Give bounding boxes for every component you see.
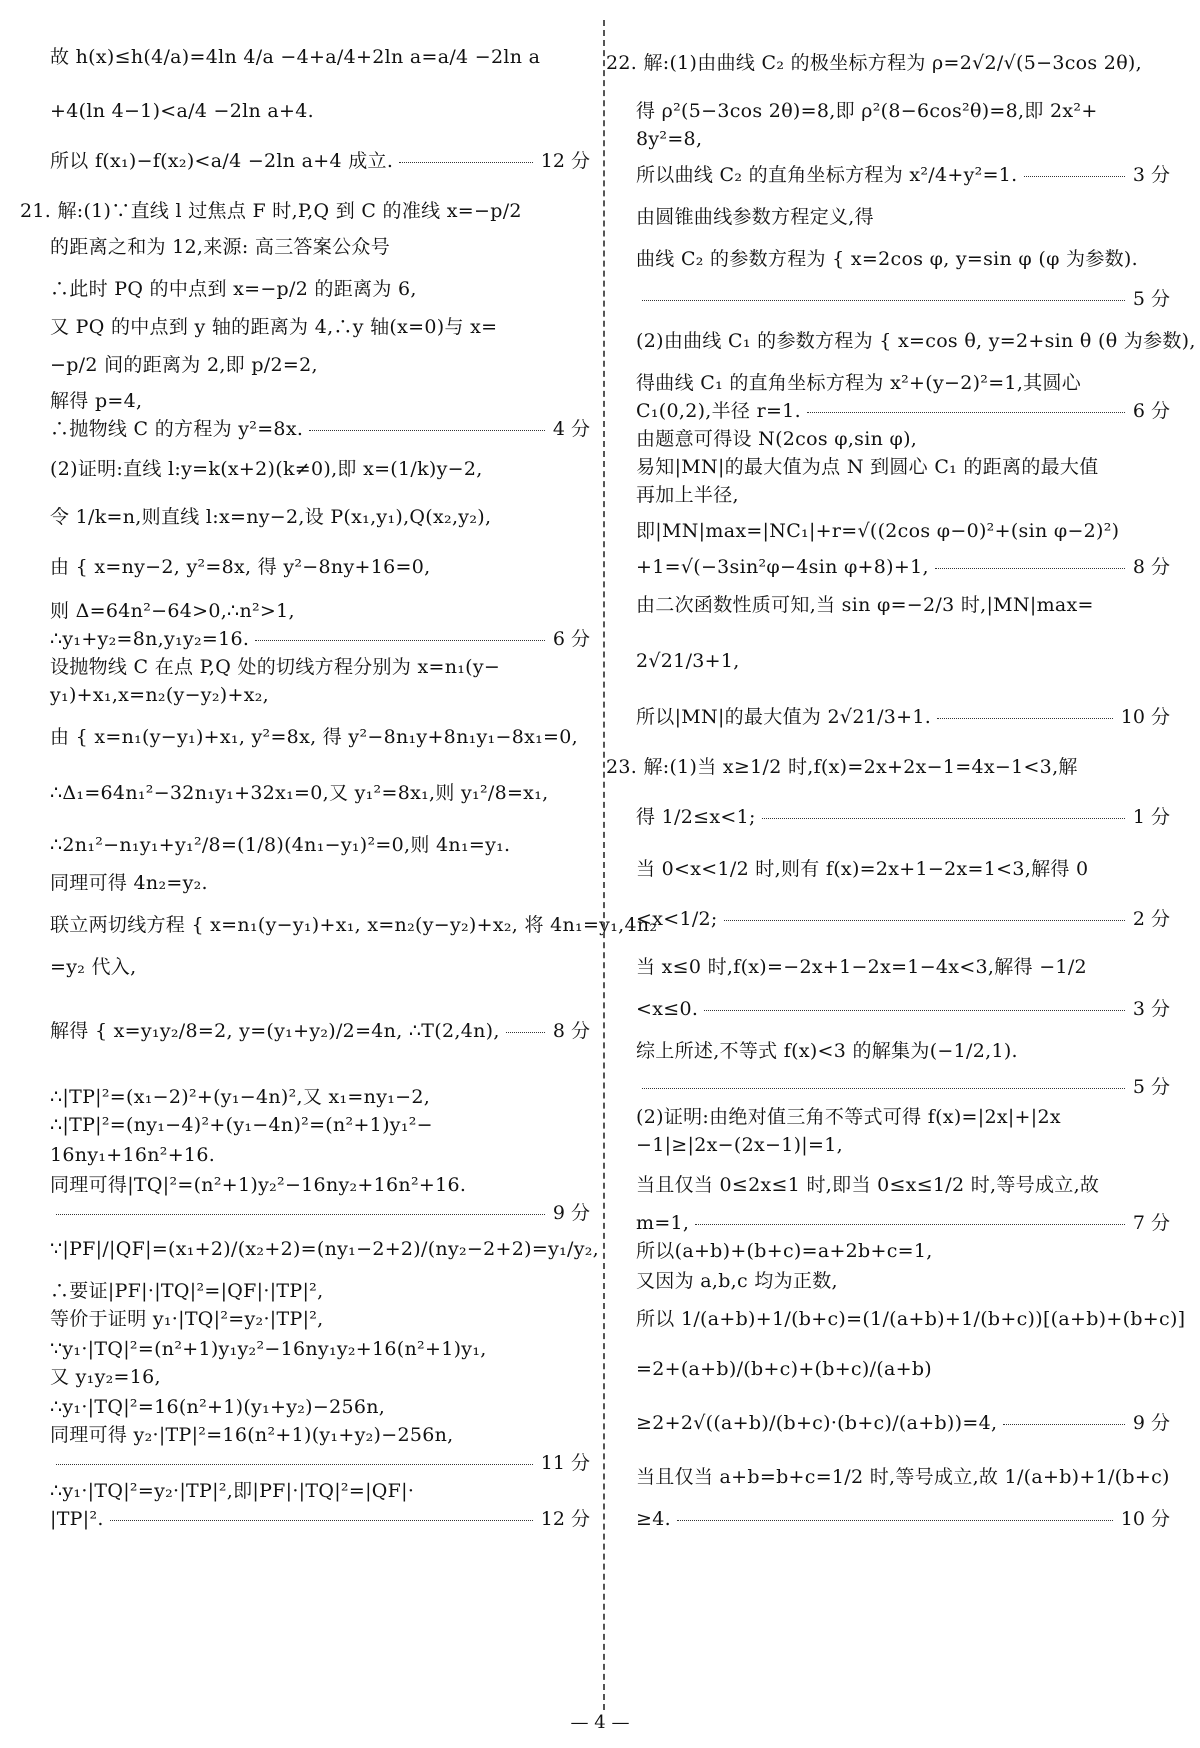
- line-text: +4(ln 4−1)<a/4 −2ln a+4.: [50, 100, 314, 122]
- text-line: [636, 328, 1196, 354]
- line-text: 所以(a+b)+(b+c)=a+2b+c=1,: [636, 1240, 933, 1262]
- text-line: [606, 754, 1170, 780]
- line-text: 当且仅当 a+b=b+c=1/2 时,等号成立,故 1/(a+b)+1/(b+c): [636, 1466, 1170, 1488]
- text-line: [50, 1018, 590, 1044]
- line-text: C₁(0,2),半径 r=1.: [636, 400, 801, 422]
- line-text: 2√21/3+1,: [636, 650, 740, 672]
- line-text: 由题意可得设 N(2cos φ,sin φ),: [636, 428, 918, 450]
- dotted-leader: [56, 1450, 533, 1465]
- dotted-leader: [695, 1210, 1125, 1225]
- line-text: 23. 解:(1)当 x≥1/2 时,f(x)=2x+2x−1=4x−1<3,解: [606, 756, 1078, 778]
- line-text: =y₂ 代入,: [50, 956, 137, 978]
- line-text: 得曲线 C₁ 的直角坐标方程为 x²+(y−2)²=1,其圆心: [636, 372, 1082, 394]
- text-line: [636, 162, 1170, 188]
- line-text: 再加上半径,: [636, 484, 739, 506]
- text-line: [636, 1464, 1170, 1490]
- line-text: (2)证明:直线 l:y=k(x+2)(k≠0),即 x=(1/k)y−2,: [50, 458, 483, 480]
- line-text: 同理可得 4n₂=y₂.: [50, 872, 208, 894]
- line-text: 所以|MN|的最大值为 2√21/3+1.: [636, 706, 932, 728]
- line-text: 设抛物线 C 在点 P,Q 处的切线方程分别为 x=n₁(y−: [50, 656, 501, 678]
- text-line: [50, 912, 658, 938]
- dotted-leader: [762, 804, 1125, 819]
- score-mark: 1 分: [1132, 806, 1170, 828]
- line-text: 22. 解:(1)由曲线 C₂ 的极坐标方程为 ρ=2√2/√(5−3cos 2θ),: [606, 52, 1142, 74]
- text-line: [636, 1074, 1170, 1100]
- dotted-leader: [642, 1074, 1125, 1089]
- line-text: ∴|TP|²=(x₁−2)²+(y₁−4n)²,又 x₁=ny₁−2,: [50, 1086, 431, 1108]
- text-line: [50, 44, 590, 70]
- text-line: [50, 1506, 590, 1532]
- text-line: [636, 126, 1170, 152]
- text-line: [636, 518, 1170, 544]
- score-mark: 8 分: [552, 1020, 590, 1042]
- line-text: (2)由曲线 C₁ 的参数方程为 { x=cos θ, y=2+sin θ (θ 为参数),: [636, 330, 1196, 352]
- line-text: 等价于证明 y₁·|TQ|²=y₂·|TP|²,: [50, 1308, 324, 1330]
- text-line: [636, 1104, 1170, 1130]
- dotted-leader: [309, 416, 545, 431]
- line-text: 16ny₁+16n²+16.: [50, 1144, 216, 1166]
- line-text: 当 0<x<1/2 时,则有 f(x)=2x+1−2x=1<3,解得 0: [636, 858, 1089, 880]
- dotted-leader: [1003, 1410, 1125, 1425]
- page-number: — 4 —: [570, 1712, 630, 1733]
- line-text: 得 1/2≤x<1;: [636, 806, 756, 828]
- line-text: 的距离之和为 12,来源: 高三答案公众号: [50, 236, 390, 258]
- score-mark: 3 分: [1132, 998, 1170, 1020]
- line-text: =2+(a+b)/(b+c)+(b+c)/(a+b): [636, 1358, 933, 1380]
- text-line: [50, 598, 590, 624]
- line-text: ∴y₁+y₂=8n,y₁y₂=16.: [50, 628, 250, 650]
- line-text: 所以曲线 C₂ 的直角坐标方程为 x²/4+y²=1.: [636, 164, 1018, 186]
- line-text: −1|≥|2x−(2x−1)|=1,: [636, 1134, 843, 1156]
- score-mark: 6 分: [552, 628, 590, 650]
- text-line: [50, 388, 590, 414]
- text-line: [50, 148, 590, 174]
- line-text: 21. 解:(1)∵直线 l 过焦点 F 时,P,Q 到 C 的准线 x=−p/2: [20, 200, 522, 222]
- line-text: 由 { x=n₁(y−y₁)+x₁, y²=8x, 得 y²−8n₁y+8n₁y₁−8x₁=0,: [50, 726, 578, 748]
- line-text: <x<1/2;: [636, 908, 718, 930]
- text-line: [50, 780, 590, 806]
- line-text: ∵|PF|/|QF|=(x₁+2)/(x₂+2)=(ny₁−2+2)/(ny₂−2+2)=y₁/y₂,: [50, 1238, 600, 1260]
- text-line: [50, 626, 590, 652]
- text-line: [636, 1306, 1186, 1332]
- line-text: ∴抛物线 C 的方程为 y²=8x.: [50, 418, 304, 440]
- text-line: [50, 1394, 590, 1420]
- text-line: [50, 1278, 590, 1304]
- line-text: 又 PQ 的中点到 y 轴的距离为 4,∴y 轴(x=0)与 x=: [50, 316, 498, 338]
- dotted-leader: [935, 554, 1125, 569]
- text-line: [50, 832, 590, 858]
- dotted-leader: [506, 1018, 545, 1033]
- line-text: ∴|TP|²=(ny₁−4)²+(y₁−4n)²=(n²+1)y₁²−: [50, 1114, 433, 1136]
- score-mark: 2 分: [1132, 908, 1170, 930]
- text-line: [636, 804, 1170, 830]
- line-text: 所以 f(x₁)−f(x₂)<a/4 −2ln a+4 成立.: [50, 150, 394, 172]
- dotted-leader: [937, 704, 1113, 719]
- dotted-leader: [56, 1200, 545, 1215]
- line-text: 由二次函数性质可知,当 sin φ=−2/3 时,|MN|max=: [636, 594, 1094, 616]
- dotted-leader: [642, 286, 1125, 301]
- text-line: [50, 1450, 590, 1476]
- dotted-leader: [677, 1506, 1113, 1521]
- text-line: [50, 314, 590, 340]
- line-text: 则 Δ=64n²−64>0,∴n²>1,: [50, 600, 295, 622]
- line-text: m=1,: [636, 1212, 690, 1234]
- line-text: |TP|².: [50, 1508, 104, 1530]
- score-mark: 8 分: [1132, 556, 1170, 578]
- text-line: [636, 1506, 1170, 1532]
- text-line: [50, 1306, 590, 1332]
- text-line: [50, 416, 590, 442]
- line-text: −p/2 间的距离为 2,即 p/2=2,: [50, 354, 318, 376]
- text-line: [636, 1132, 1170, 1158]
- text-line: [50, 456, 590, 482]
- text-line: [636, 996, 1170, 1022]
- line-text: ∵y₁·|TQ|²=(n²+1)y₁y₂²−16ny₁y₂+16(n²+1)y₁,: [50, 1338, 487, 1360]
- text-line: [50, 352, 590, 378]
- text-line: [50, 1172, 590, 1198]
- line-text: 即|MN|max=|NC₁|+r=√((2cos φ−0)²+(sin φ−2)²): [636, 520, 1120, 542]
- score-mark: 11 分: [540, 1452, 590, 1474]
- line-text: ≥2+2√((a+b)/(b+c)·(b+c)/(a+b))=4,: [636, 1412, 998, 1434]
- text-line: [636, 856, 1170, 882]
- line-text: ∴此时 PQ 的中点到 x=−p/2 的距离为 6,: [50, 278, 417, 300]
- text-line: [636, 1238, 1170, 1264]
- dotted-leader: [807, 398, 1125, 413]
- text-line: [50, 1364, 590, 1390]
- text-line: [50, 1336, 590, 1362]
- text-line: [50, 1142, 590, 1168]
- score-mark: 7 分: [1132, 1212, 1170, 1234]
- text-line: [606, 50, 1170, 76]
- text-line: [636, 592, 1170, 618]
- text-line: [50, 504, 590, 530]
- line-text: 8y²=8,: [636, 128, 703, 150]
- text-line: [50, 1084, 590, 1110]
- text-line: [636, 246, 1170, 272]
- line-text: 易知|MN|的最大值为点 N 到圆心 C₁ 的距离的最大值: [636, 456, 1099, 478]
- text-line: [50, 554, 590, 580]
- text-line: [50, 1478, 590, 1504]
- line-text: 同理可得 y₂·|TP|²=16(n²+1)(y₁+y₂)−256n,: [50, 1424, 454, 1446]
- score-mark: 9 分: [1132, 1412, 1170, 1434]
- line-text: ∴Δ₁=64n₁²−32n₁y₁+32x₁=0,又 y₁²=8x₁,则 y₁²/8=x₁,: [50, 782, 549, 804]
- text-line: [636, 648, 1170, 674]
- line-text: ≥4.: [636, 1508, 671, 1530]
- line-text: ∴2n₁²−n₁y₁+y₁²/8=(1/8)(4n₁−y₁)²=0,则 4n₁=y₁.: [50, 834, 511, 856]
- score-mark: 5 分: [1132, 288, 1170, 310]
- line-text: 解得 p=4,: [50, 390, 143, 412]
- text-line: [636, 454, 1170, 480]
- score-mark: 3 分: [1132, 164, 1170, 186]
- line-text: 联立两切线方程 { x=n₁(y−y₁)+x₁, x=n₂(y−y₂)+x₂, 将 4n₁=y₁,4n₂: [50, 914, 658, 936]
- line-text: 同理可得|TQ|²=(n²+1)y₂²−16ny₂+16n²+16.: [50, 1174, 467, 1196]
- dotted-leader: [704, 996, 1125, 1011]
- text-line: [636, 286, 1170, 312]
- text-line: [50, 1422, 590, 1448]
- text-line: [636, 482, 1170, 508]
- score-mark: 12 分: [540, 150, 590, 172]
- text-line: [636, 1172, 1170, 1198]
- line-text: 令 1/k=n,则直线 l:x=ny−2,设 P(x₁,y₁),Q(x₂,y₂),: [50, 506, 492, 528]
- text-line: [636, 704, 1170, 730]
- text-line: [636, 98, 1170, 124]
- text-line: [636, 1410, 1170, 1436]
- text-line: [636, 1268, 1170, 1294]
- line-text: 得 ρ²(5−3cos 2θ)=8,即 ρ²(8−6cos²θ)=8,即 2x²+: [636, 100, 1098, 122]
- line-text: ∴要证|PF|·|TQ|²=|QF|·|TP|²,: [50, 1280, 324, 1302]
- line-text: 故 h(x)≤h(4/a)=4ln 4/a −4+a/4+2ln a=a/4 −2ln a: [50, 46, 541, 68]
- line-text: 又因为 a,b,c 均为正数,: [636, 1270, 838, 1292]
- line-text: +1=√(−3sin²φ−4sin φ+8)+1,: [636, 556, 929, 578]
- dotted-leader: [399, 148, 533, 163]
- text-line: [636, 1038, 1170, 1064]
- line-text: 由 { x=ny−2, y²=8x, 得 y²−8ny+16=0,: [50, 556, 431, 578]
- text-line: [50, 724, 590, 750]
- line-text: 又 y₁y₂=16,: [50, 1366, 161, 1388]
- text-line: [50, 276, 590, 302]
- dotted-leader: [1024, 162, 1125, 177]
- line-text: 当且仅当 0≤2x≤1 时,即当 0≤x≤1/2 时,等号成立,故: [636, 1174, 1100, 1196]
- line-text: 解得 { x=y₁y₂/8=2, y=(y₁+y₂)/2=4n, ∴T(2,4n),: [50, 1020, 500, 1042]
- text-line: [636, 554, 1170, 580]
- score-mark: 9 分: [552, 1202, 590, 1224]
- text-line: [50, 234, 590, 260]
- text-line: [50, 98, 590, 124]
- line-text: <x≤0.: [636, 998, 699, 1020]
- dotted-leader: [255, 626, 545, 641]
- score-mark: 10 分: [1120, 706, 1170, 728]
- text-line: [636, 954, 1170, 980]
- text-line: [50, 1200, 590, 1226]
- line-text: 所以 1/(a+b)+1/(b+c)=(1/(a+b)+1/(b+c))[(a+b)+(b+c)]: [636, 1308, 1186, 1330]
- text-line: [636, 426, 1170, 452]
- text-line: [50, 870, 590, 896]
- dotted-leader: [110, 1506, 533, 1521]
- column-divider: [603, 20, 605, 1710]
- text-line: [50, 954, 590, 980]
- text-line: [20, 198, 590, 224]
- score-mark: 5 分: [1132, 1076, 1170, 1098]
- text-line: [636, 1356, 1170, 1382]
- score-mark: 12 分: [540, 1508, 590, 1530]
- line-text: 曲线 C₂ 的参数方程为 { x=2cos φ, y=sin φ (φ 为参数).: [636, 248, 1138, 270]
- score-mark: 10 分: [1120, 1508, 1170, 1530]
- text-line: [50, 1236, 600, 1262]
- line-text: 由圆锥曲线参数方程定义,得: [636, 206, 874, 228]
- text-line: [636, 398, 1170, 424]
- text-line: [50, 1112, 590, 1138]
- line-text: y₁)+x₁,x=n₂(y−y₂)+x₂,: [50, 684, 269, 706]
- line-text: ∴y₁·|TQ|²=y₂·|TP|²,即|PF|·|TQ|²=|QF|·: [50, 1480, 415, 1502]
- line-text: 当 x≤0 时,f(x)=−2x+1−2x=1−4x<3,解得 −1/2: [636, 956, 1087, 978]
- text-line: [636, 906, 1170, 932]
- score-mark: 4 分: [552, 418, 590, 440]
- line-text: (2)证明:由绝对值三角不等式可得 f(x)=|2x|+|2x: [636, 1106, 1061, 1128]
- dotted-leader: [724, 906, 1125, 921]
- text-line: [636, 1210, 1170, 1236]
- text-line: [50, 654, 590, 680]
- text-line: [50, 682, 590, 708]
- line-text: ∴y₁·|TQ|²=16(n²+1)(y₁+y₂)−256n,: [50, 1396, 386, 1418]
- text-line: [636, 370, 1170, 396]
- text-line: [636, 204, 1170, 230]
- score-mark: 6 分: [1132, 400, 1170, 422]
- line-text: 综上所述,不等式 f(x)<3 的解集为(−1/2,1).: [636, 1040, 1018, 1062]
